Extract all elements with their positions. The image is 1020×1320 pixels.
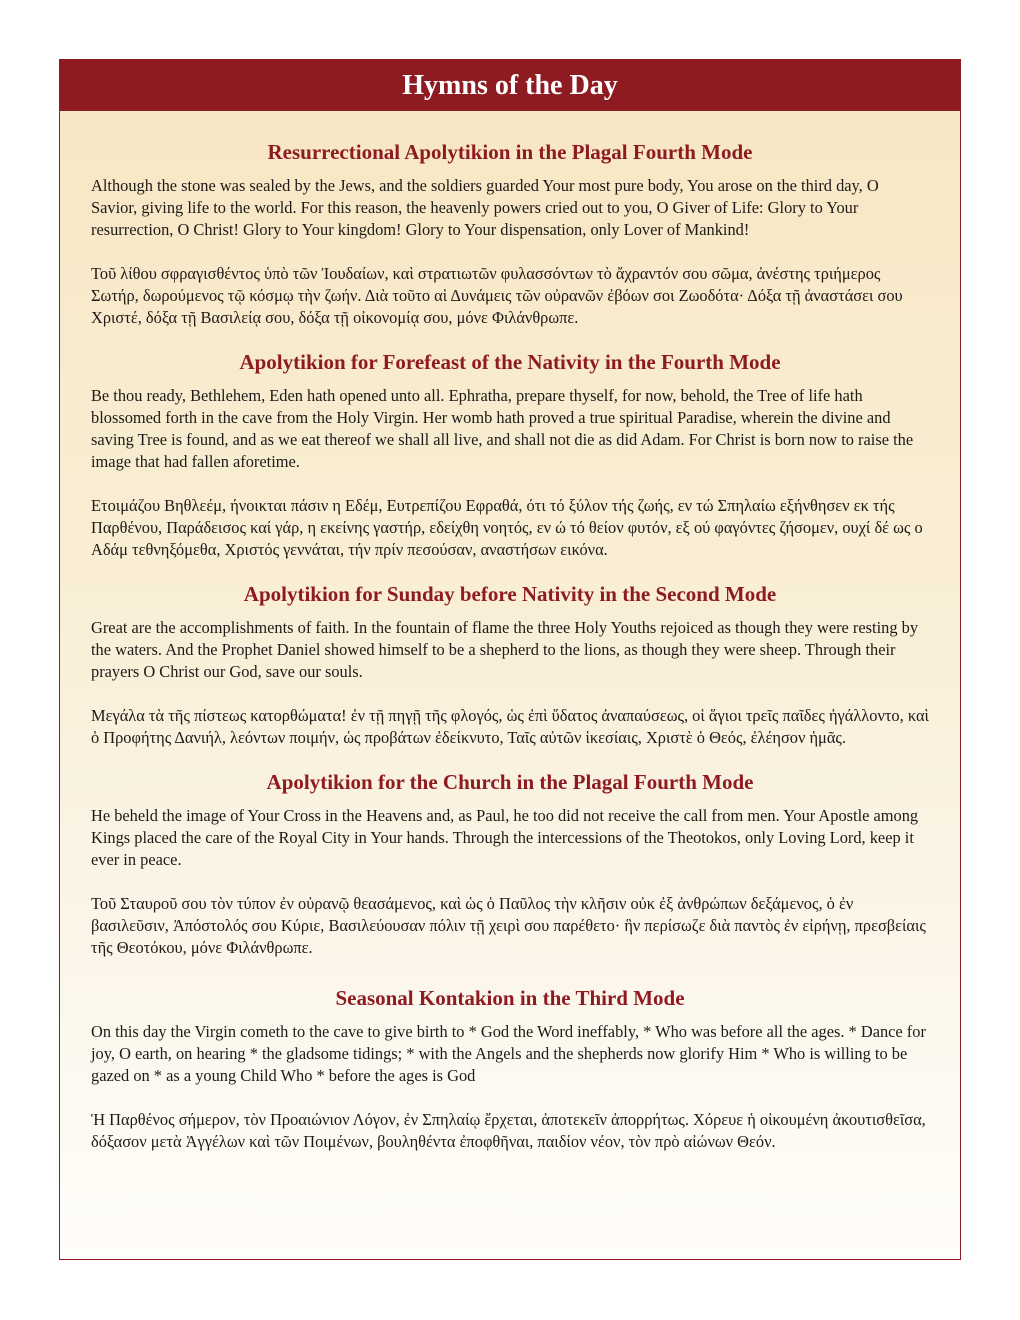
hymn-section (91, 139, 929, 329)
hymn-title: Apolytikion for Sunday before Nativity in the Second Mode (243, 582, 777, 606)
hymn-greek-text: Τοῦ Σταυροῦ σου τὸν τύπον ἐν οὐρανῷ θεασάμενος, καὶ ὡς ὁ Παῦλος τὴν κλῆσιν οὐκ ἐξ ἀνθρώπων δεξάμενος, ὁ ἐν βασιλεῦσιν, Ἀπόστολός σου Κύριε, Βασιλεύουσαν πόλιν τῇ χειρὶ σου παρέθετο· ἣν περίσωζε διὰ παντὸς ἐν εἰρήνῃ, πρεσβείαις τῆς Θεοτόκου, μόνε Φιλάνθρωπε. (91, 894, 926, 957)
hymn-english-text: He beheld the image of Your Cross in the Heavens and, as Paul, he too did not receive the call from men. Your Apostle among Kings placed the care of the Royal City in Your hands. Through the intercessions of the Theotokos, only Loving Lord, keep it ever in peace. (91, 806, 919, 869)
hymn-title: Apolytikion for the Church in the Plagal Fourth Mode (266, 770, 754, 794)
hymn-english-text: Be thou ready, Bethlehem, Eden hath opened unto all. Ephratha, prepare thyself, for now, behold, the Tree of life hath blossomed forth in the cave from the Holy Virgin. Her womb hath proved a true spiritual Paradise, wherein the divine and saving Tree is found, and as we eat thereof we shall all live, and shall not die as did Adam. For Christ is born now to raise the image that had fallen aforetime. (91, 386, 914, 471)
hymn-section (91, 985, 929, 1153)
hymn-section (91, 769, 929, 959)
page-title: Hymns of the Day (60, 60, 960, 111)
hymn-greek-text: Μεγάλα τὰ τῆς πίστεως κατορθώματα! ἐν τῇ πηγῇ τῆς φλογός, ὡς ἐπὶ ὕδατος ἀναπαύσεως, οἱ ἅγιοι τρεῖς παῖδες ἠγάλλοντο, καὶ ὁ Προφήτης Δανιήλ, λεόντων ποιμήν, ὡς προβάτων ἐδείκνυτο, Ταῖς αὐτῶν ἱκεσίαις, Χριστὲ ὁ Θεός, ἐλέησον ἡμᾶς. (91, 706, 929, 747)
hymn-title: Apolytikion for Forefeast of the Nativity in the Fourth Mode (239, 350, 781, 374)
hymn-greek-text: Ἡ Παρθένος σήμερον, τὸν Προαιώνιον Λόγον, ἐν Σπηλαίῳ ἔρχεται, ἀποτεκεῖν ἀπορρήτως. Χόρευε ἡ οἰκουμένη ἀκουτισθεῖσα, δόξασον μετὰ Ἀγγέλων καὶ τῶν Ποιμένων, βουληθέντα ἐποφθῆναι, παιδίον νέον, τὸν πρὸ αἰώνων Θεόν. (91, 1110, 926, 1151)
hymn-greek-text: Τοῦ λίθου σφραγισθέντος ὑπὸ τῶν Ἰουδαίων, καὶ στρατιωτῶν φυλασσόντων τὸ ἄχραντόν σου σῶμα, ἀνέστης τριήμερος Σωτήρ, δωρούμενος τῷ κόσμῳ τὴν ζωήν. Διὰ τοῦτο αἱ Δυνάμεις τῶν οὐρανῶν ἐβόων σοι Ζωοδότα· Δόξα τῇ ἀναστάσει σου Χριστέ, δόξα τῇ Βασιλείᾳ σου, δόξα τῇ οἰκονομίᾳ σου, μόνε Φιλάνθρωπε. (91, 264, 903, 327)
hymn-greek-text: Ετοιμάζου Βηθλεέμ, ήνοικται πάσιν η Εδέμ, Ευτρεπίζου Εφραθά, ότι τό ξύλον τής ζωής, εν τώ Σπηλαίω εξήνθησεν εκ τής Παρθένου, Παράδεισος καί γάρ, η εκείνης γαστήρ, εδείχθη νοητός, εν ώ τό θείον φυτόν, εξ ού φαγόντες ζήσομεν, ουχί δέ ως ο Αδάμ τεθνηξόμεθα, Χριστός γεννάται, τήν πρίν πεσούσαν, αναστήσων εικόνα. (91, 496, 923, 559)
hymns-content (60, 139, 960, 1153)
hymns-panel (59, 59, 961, 1260)
hymn-section (91, 349, 929, 561)
hymn-title: Resurrectional Apolytikion in the Plagal Fourth Mode (267, 140, 753, 164)
hymn-section (91, 581, 929, 749)
hymn-english-text: On this day the Virgin cometh to the cave to give birth to * God the Word ineffably, * Who was before all the ages. * Dance for joy, O earth, on hearing * the gladsome tidings; * with the Angels and the shepherds now glorify Him * Who is willing to be gazed on * as a young Child Who * before the ages is God (91, 1022, 926, 1085)
hymn-title: Seasonal Kontakion in the Third Mode (335, 986, 685, 1010)
hymn-english-text: Although the stone was sealed by the Jews, and the soldiers guarded Your most pure body, You arose on the third day, O Savior, giving life to the world. For this reason, the heavenly powers cried out to you, O Giver of Life: Glory to Your resurrection, O Christ! Glory to Your kingdom! Glory to Your dispensation, only Lover of Mankind! (91, 176, 879, 239)
hymn-english-text: Great are the accomplishments of faith. In the fountain of flame the three Holy Youths rejoiced as though they were resting by the waters. And the Prophet Daniel showed himself to be a shepherd to the lions, as though they were sheep. Through their prayers O Christ our God, save our souls. (91, 618, 919, 681)
